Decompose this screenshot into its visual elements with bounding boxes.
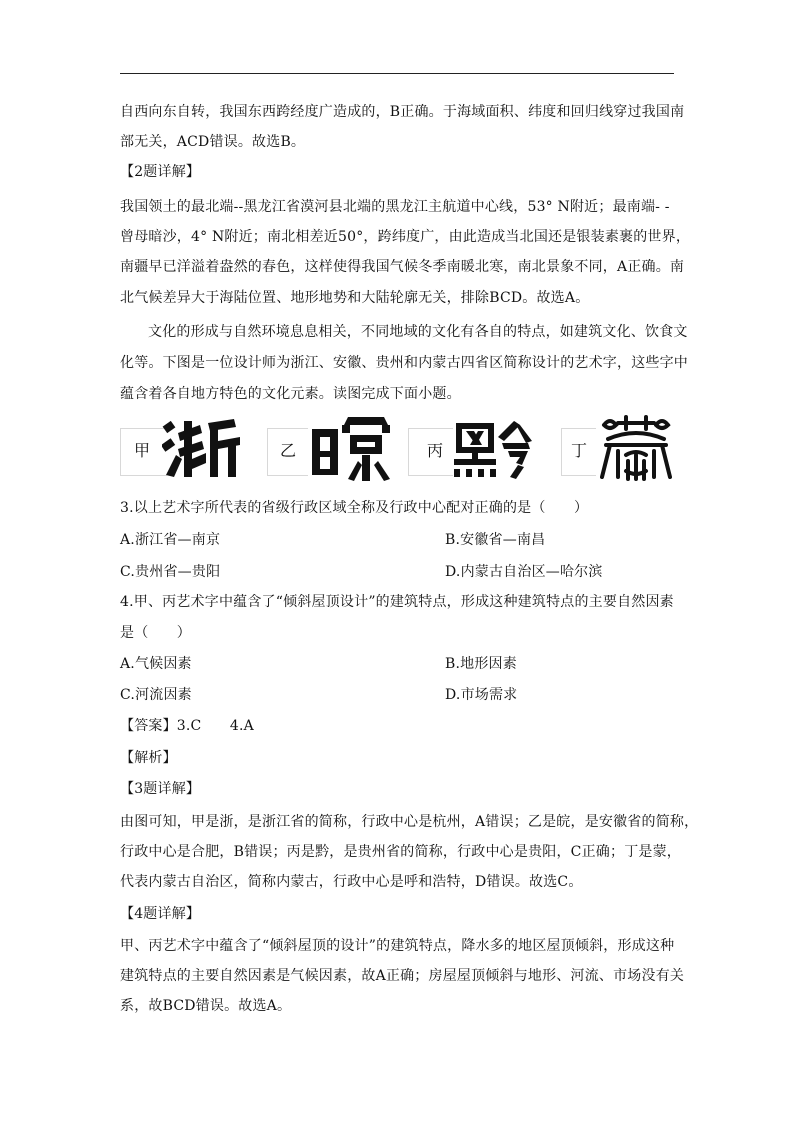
paragraph-line: 我国领土的最北端--黑龙江省漠河县北端的黑龙江主航道中心线，53° N附近；最南端- - — [120, 199, 670, 215]
art-qian-image — [452, 415, 534, 481]
paragraph-line: 文化的形成与自然环境息息相关，不同地域的文化有各自的特点，如建筑文化、饮食文 — [148, 324, 688, 340]
art-meng-image — [596, 415, 676, 483]
option-3d: D.内蒙古自治区—哈尔滨 — [445, 564, 603, 580]
art-wan-image — [308, 415, 392, 483]
answer-line: 【答案】3.C 4.A — [120, 718, 254, 734]
option-4a: A.气候因素 — [120, 656, 192, 672]
paragraph-line: 化等。下图是一位设计师为浙江、安徽、贵州和内蒙古四省区简称设计的艺术字，这些字中 — [120, 355, 688, 371]
option-3a: A.浙江省—南京 — [120, 532, 221, 548]
section-heading: 【4题详解】 — [120, 906, 201, 922]
option-4b: B.地形因素 — [445, 656, 517, 672]
option-4d: D.市场需求 — [445, 687, 518, 703]
paragraph-line: 曾母暗沙，4° N附近；南北相差近50°，跨纬度广，由此造成当北国还是银装素裹的世界， — [120, 229, 691, 245]
option-3b: B.安徽省—南昌 — [445, 532, 546, 548]
paragraph-line: 南疆早已洋溢着盎然的春色，这样使得我国气候冬季南暖北寒，南北景象不同，A正确。南 — [120, 259, 685, 275]
paragraph-line: 蕴含着各自地方特色的文化元素。读图完成下面小题。 — [120, 386, 461, 402]
paragraph-line: 由图可知，甲是浙，是浙江省的简称，行政中心是杭州，A错误；乙是皖，是安徽省的简称， — [120, 814, 699, 830]
question-3: 3.以上艺术字所代表的省级行政区域全称及行政中心配对正确的是（ ） — [120, 500, 589, 516]
art-label-jia: 甲 — [134, 441, 151, 460]
paragraph-line: 行政中心是合肥，B错误；丙是黔，是贵州省的简称，行政中心是贵阳，C正确；丁是蒙， — [120, 844, 681, 860]
art-zhe-image — [162, 415, 242, 481]
paragraph-line: 北气候差异大于海陆位置、地形地势和大陆轮廓无关，排除BCD。故选A。 — [120, 290, 590, 306]
question-4-cont: 是（ ） — [120, 625, 191, 641]
art-label-ding: 丁 — [571, 441, 588, 460]
section-heading: 【2题详解】 — [120, 164, 201, 180]
option-3c: C.贵州省—贵阳 — [120, 564, 221, 580]
header-rule — [120, 73, 674, 74]
section-heading: 【3题详解】 — [120, 781, 201, 797]
paragraph-line: 建筑特点的主要自然因素是气候因素，故A正确；房屋屋顶倾斜与地形、河流、市场没有关 — [120, 968, 685, 984]
paragraph-line: 部无关，ACD错误。故选B。 — [120, 134, 306, 150]
paragraph-line: 代表内蒙古自治区，简称内蒙古，行政中心是呼和浩特，D错误。故选C。 — [120, 874, 583, 890]
analysis-heading: 【解析】 — [120, 750, 177, 766]
art-label-bing: 丙 — [427, 441, 444, 460]
question-4: 4.甲、丙艺术字中蕴含了“倾斜屋顶设计”的建筑特点，形成这种建筑特点的主要自然因素 — [120, 594, 674, 610]
paragraph-line: 甲、丙艺术字中蕴含了“倾斜屋顶的设计”的建筑特点，降水多的地区屋顶倾斜，形成这种 — [120, 938, 675, 954]
art-label-yi: 乙 — [280, 441, 297, 460]
paragraph-line: 系，故BCD错误。故选A。 — [120, 998, 292, 1014]
option-4c: C.河流因素 — [120, 687, 192, 703]
paragraph-line: 自西向东自转，我国东西跨经度广造成的，B正确。于海域面积、纬度和回归线穿过我国南 — [120, 104, 685, 120]
